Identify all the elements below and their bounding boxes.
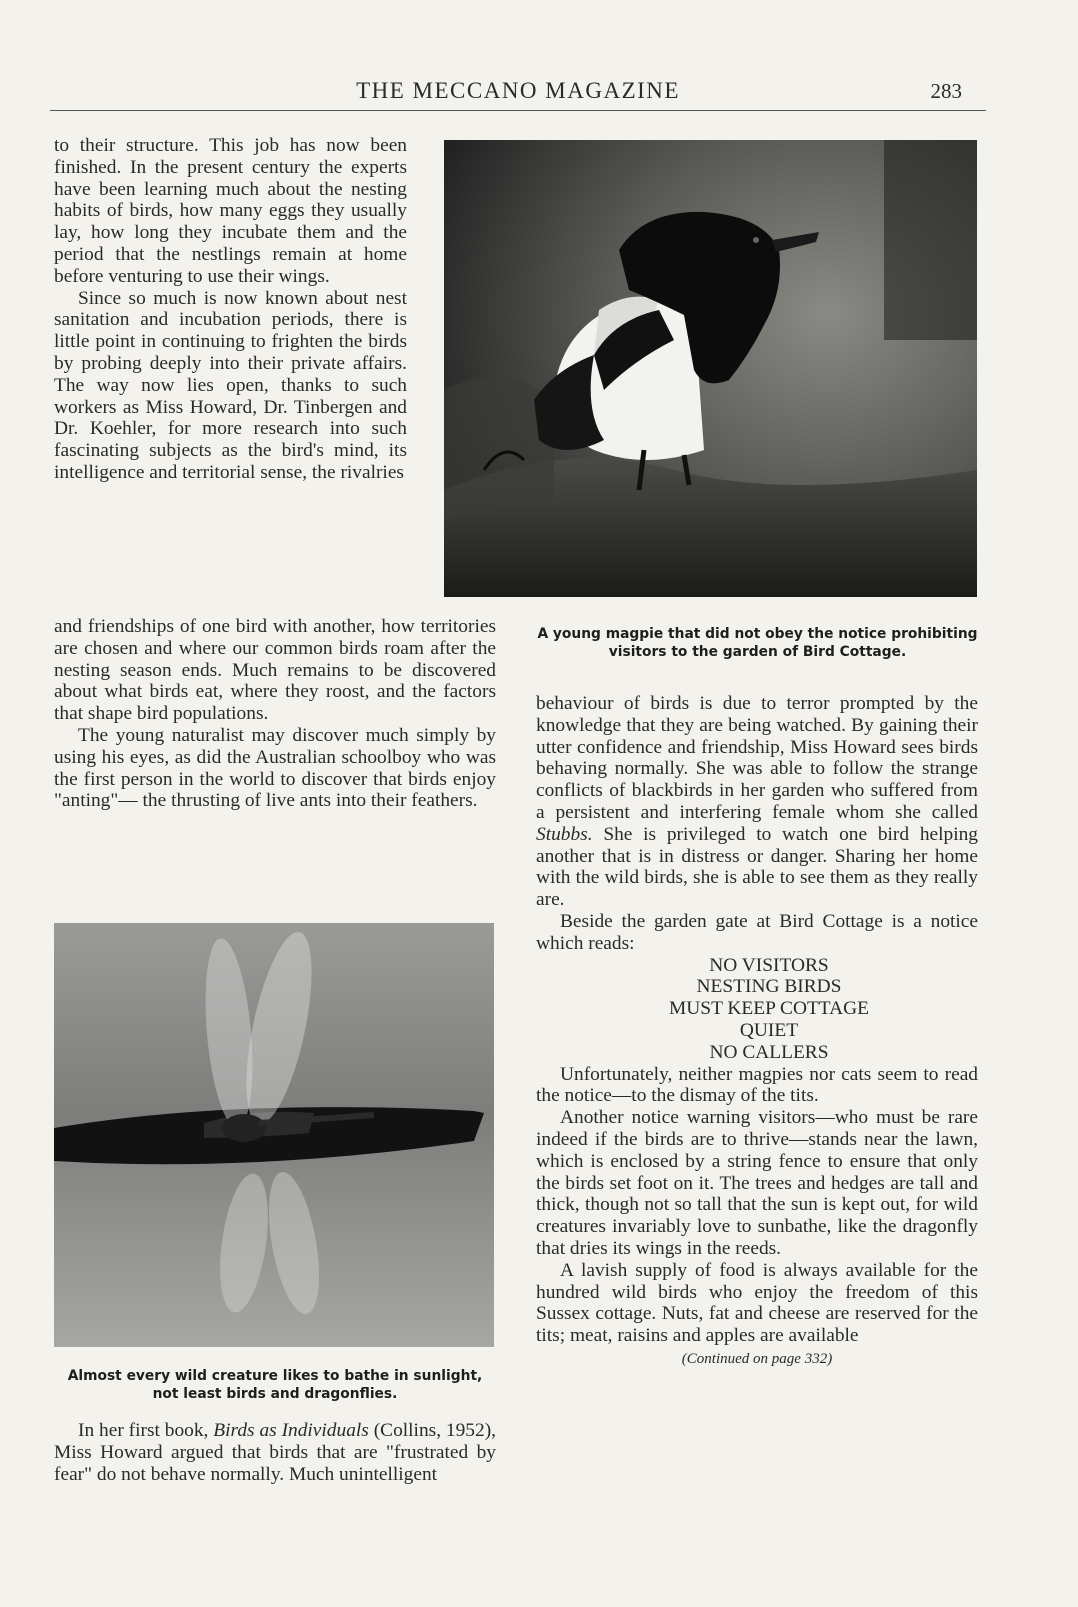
paragraph: to their structure. This job has now been finished. In the present century the experts have been learning much about the nesting habits of birds, how many eggs they usually lay, how long they incubate them and the period that the nestlings remain at home before venturing to use their wings.: [54, 135, 407, 287]
magazine-title: THE MECCANO MAGAZINE: [356, 78, 680, 103]
notice-line: MUST KEEP COTTAGE: [669, 998, 869, 1020]
paragraph: [54, 1420, 496, 1485]
notice-line: NO VISITORS: [709, 954, 829, 976]
magpie-photo: [444, 140, 977, 597]
page-header: [50, 76, 986, 111]
paragraph: Another notice warning visitors—who must be rare indeed if the birds are to thrive—stands near the lawn, which is enclosed by a string fence to ensure that only the birds set foot on it. The trees and hedges are tall and thick, though not so tall that the sun is kept out, for wild creatures invariably love to sunbathe, like the dragonfly that dries its wings in the reeds.: [536, 1107, 978, 1259]
paragraph: and friendships of one bird with another, how territories are chosen and where our common birds roam after the nesting season ends. Much remains to be discovered about what birds eat, where they roost, and the factors that shape bird populations.: [54, 616, 496, 725]
magpie-caption: A young magpie that did not obey the notice prohibiting visitors to the garden of Bird Cottage.: [537, 626, 978, 660]
name-stubbs: Stubbs.: [536, 823, 593, 845]
text-run: behaviour of birds is due to terror prompted by the knowledge that they are being watched. By gaining their utter confidence and friendship, Miss Howard sees birds behaving normally. She was able to follow the strange conflicts of blackbirds in her garden who suffered from a persistent and interfering female whom she called: [536, 693, 978, 823]
left-column-top: [54, 135, 407, 484]
dragonfly-caption: Almost every wild creature likes to bathe in sunlight, not least birds and dragonflies.: [67, 1368, 483, 1402]
text-run: (Collins, 1952), Miss Howard argued that birds that are "frustrated by fear" do not behave normally. Much unintelligent: [54, 1420, 496, 1485]
left-column-bottom: [54, 1420, 496, 1485]
book-title: Birds as Individuals: [213, 1420, 369, 1441]
text-run: In her first book,: [78, 1420, 214, 1441]
page-number: 283: [930, 79, 962, 103]
paragraph: A lavish supply of food is always available for the hundred wild birds who enjoy the freedom of this Sussex cottage. Nuts, fat and cheese are reserved for the tits; meat, raisins and apples are available: [536, 1259, 978, 1347]
notice-line: NO CALLERS: [709, 1041, 829, 1063]
right-column: [536, 693, 978, 1369]
continued-note: (Continued on page 332): [681, 1350, 833, 1367]
dragonfly-photo: [54, 923, 494, 1347]
paragraph: Since so much is now known about nest sanitation and incubation periods, there is little point in continuing to frighten the birds by probing deeply into their private affairs. The way now lies open, thanks to such workers as Miss Howard, Dr. Tinbergen and Dr. Koehler, for more research into such fascinating subjects as the bird's mind, its intelligence and territorial sense, the rivalries: [54, 287, 407, 483]
paragraph: [536, 693, 978, 911]
magpie-photo-icon: [444, 140, 977, 597]
notice-line: QUIET: [739, 1019, 799, 1041]
left-column-wide: [54, 616, 496, 812]
dragonfly-photo-icon: [54, 923, 494, 1347]
paragraph: Beside the garden gate at Bird Cottage is a notice which reads:: [536, 910, 978, 954]
text-run: She is privileged to watch one bird helping another that is in distress or danger. Sharing her home with the wild birds, she is able to see them as they really are.: [536, 823, 978, 911]
paragraph: The young naturalist may discover much simply by using his eyes, as did the Australian schoolboy who was the first person in the world to discover that birds enjoy "anting"— the thrusting of live ants into their feathers.: [54, 724, 496, 812]
notice-line: NESTING BIRDS: [696, 976, 842, 998]
paragraph: Unfortunately, neither magpies nor cats seem to read the notice—to the dismay of the tits.: [536, 1063, 978, 1107]
